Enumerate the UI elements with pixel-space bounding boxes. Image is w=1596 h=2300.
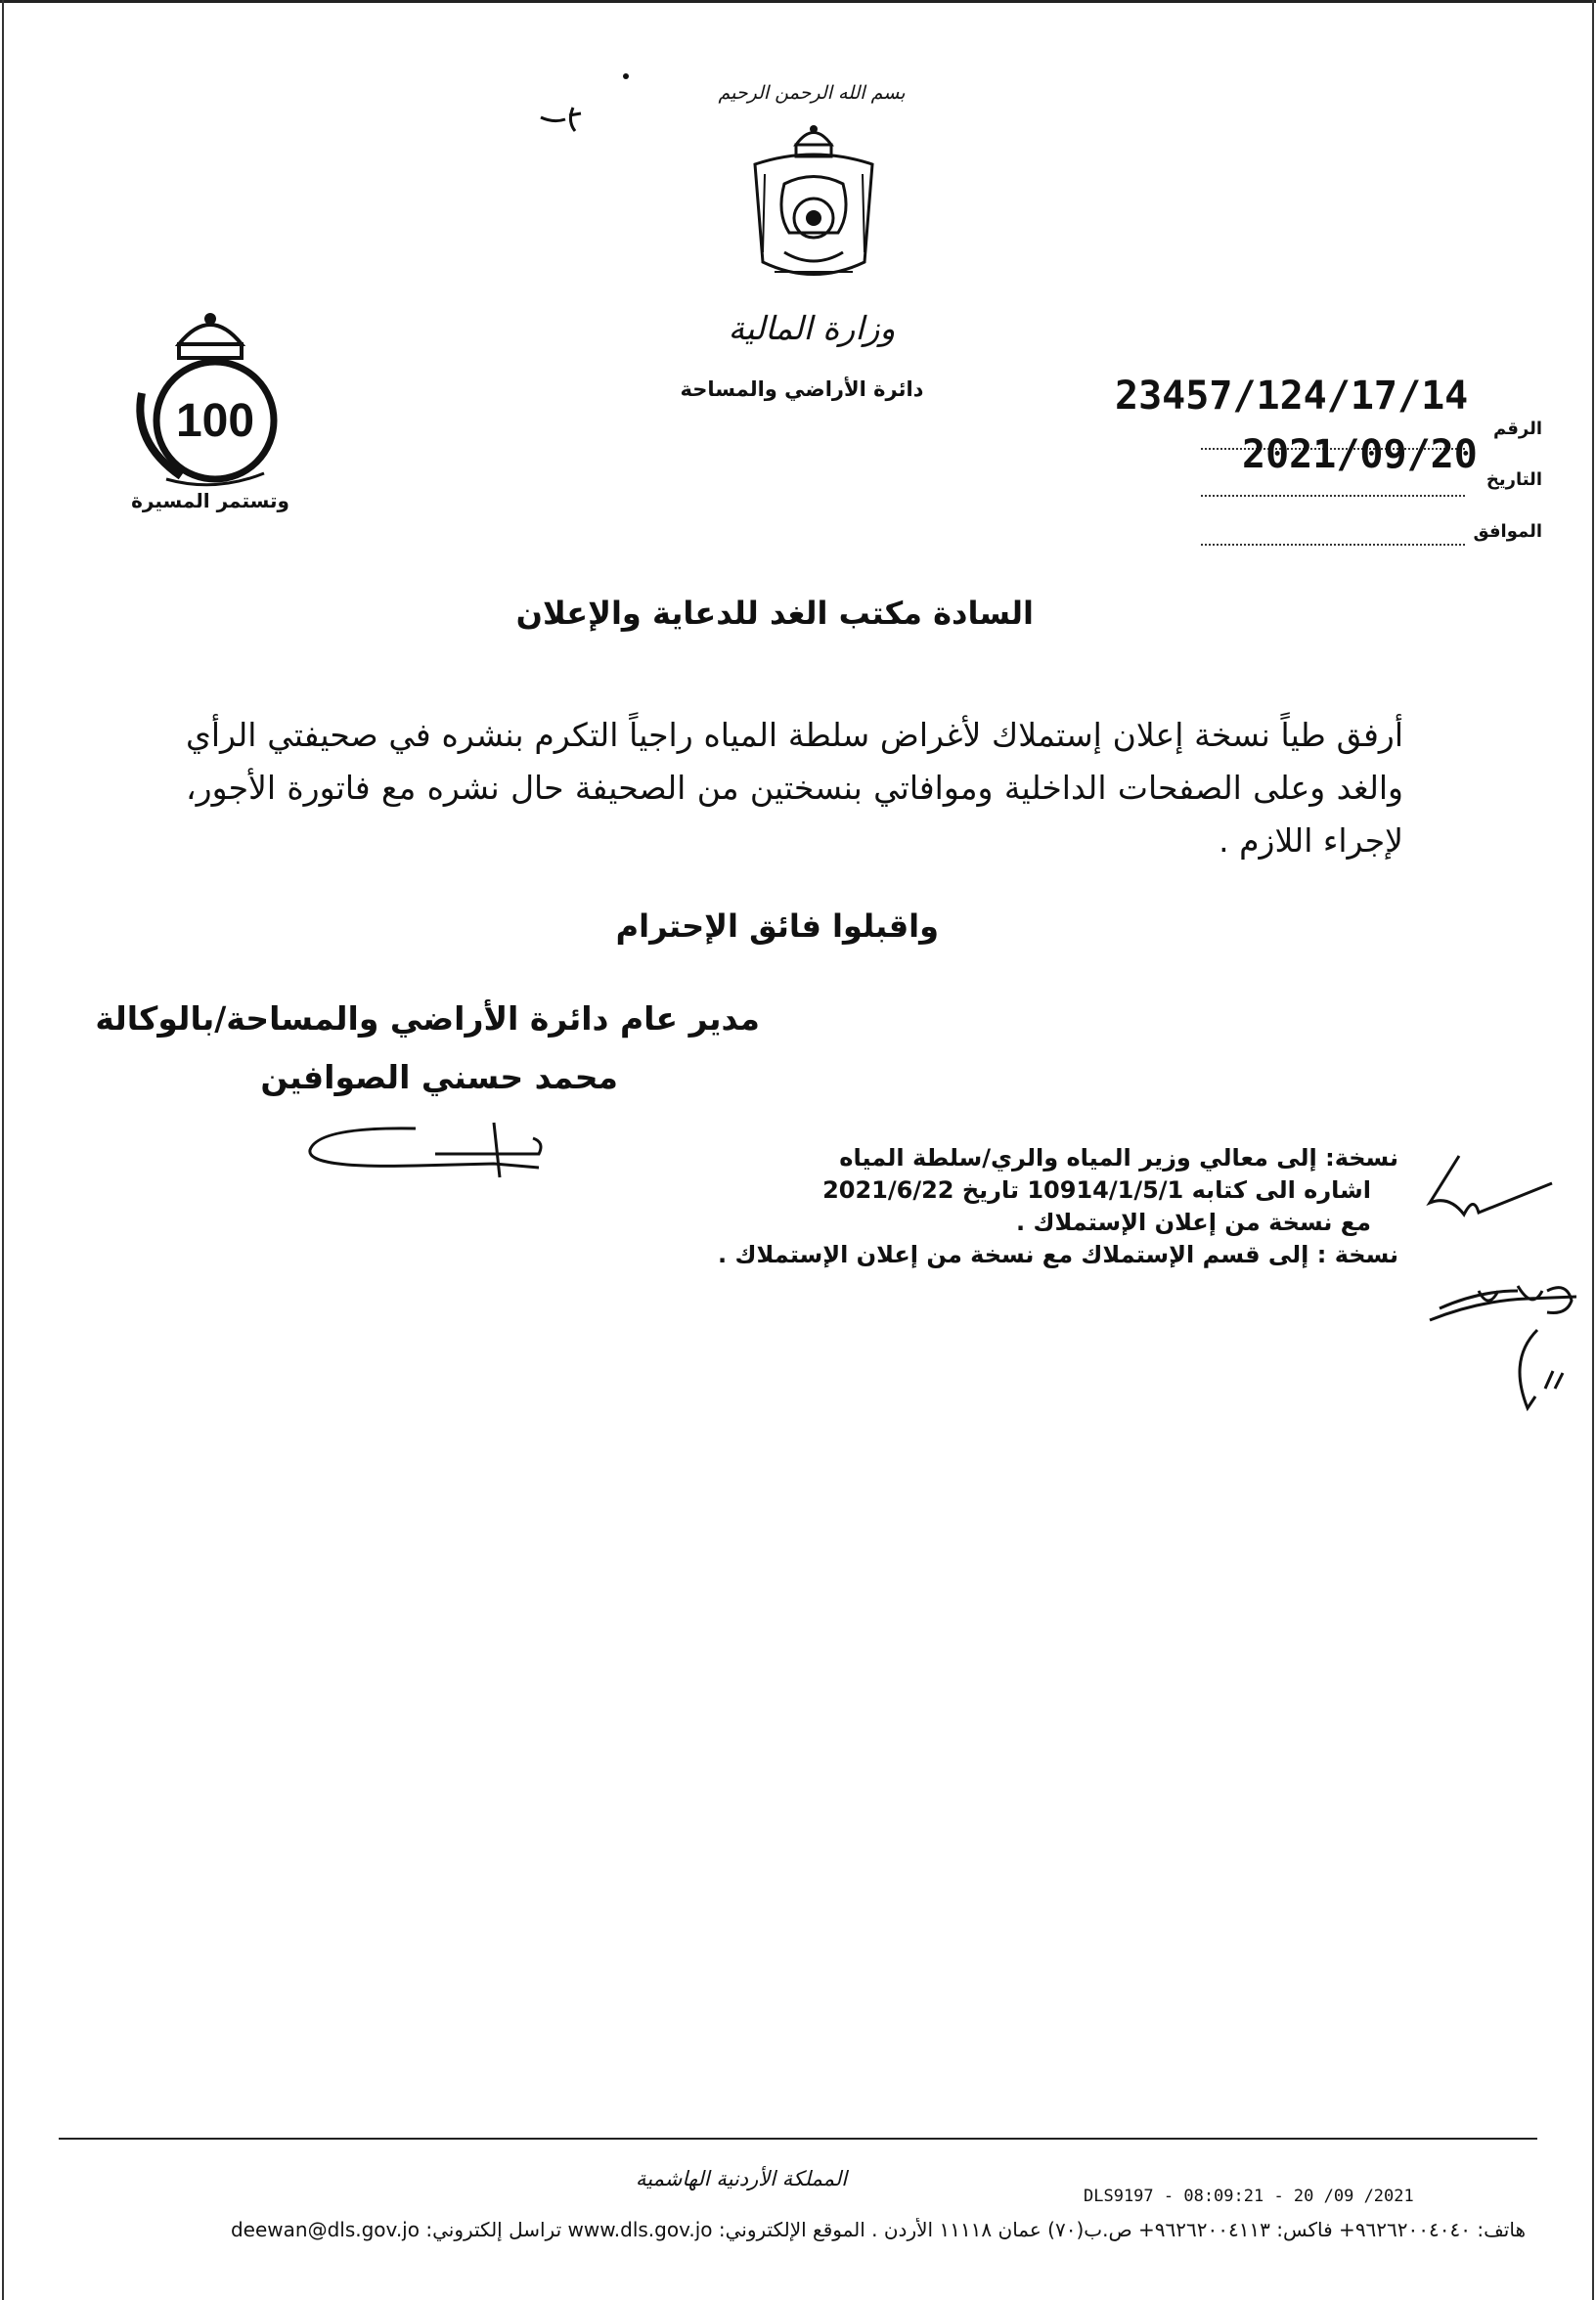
centennial-caption: وتستمر المسيرة <box>131 489 289 512</box>
date-label: التاريخ <box>1485 469 1542 490</box>
crown-icon <box>179 313 242 358</box>
copy-line-3: مع نسخة من إعلان الإستملاك . <box>1015 1209 1371 1236</box>
footer-rule <box>59 2138 1537 2140</box>
department-name: دائرة الأراضي والمساحة <box>680 377 924 401</box>
page-right-edge <box>1592 0 1594 2300</box>
signer-title: مدير عام دائرة الأراضي والمساحة/بالوكالة <box>95 999 760 1038</box>
copy-line-1: نسخة: إلى معالي وزير المياه والري/سلطة المياه <box>839 1144 1398 1172</box>
date-dotted-line <box>1201 495 1465 497</box>
copy-line-4: نسخة : إلى قسم الإستملاك مع نسخة من إعلان الإستملاك . <box>718 1241 1398 1268</box>
closing-line: واقبلوا فائق الإحترام <box>615 907 939 945</box>
basmala-text: بسم الله الرحمن الرحيم <box>718 82 906 104</box>
coat-of-arms-icon <box>745 115 882 291</box>
signer-name: محمد حسني الصوافين <box>260 1058 618 1096</box>
centennial-emblem <box>122 305 298 491</box>
corresponding-dotted-line <box>1201 544 1465 546</box>
letter-body: أرفق طياً نسخة إعلان إستملاك لأغراض سلطة المياه راجياً التكرم بنشره في صحيفتي الرأي والغد وعلى الصفحات الداخلية وموافاتي بنسختين من الصحيفة حال نشره مع فاتورة الأجور، لإجراء اللازم . <box>186 716 1403 860</box>
reference-number: 23457/124/17/14 <box>1115 374 1469 419</box>
corresponding-label: الموافق <box>1473 521 1542 542</box>
footer-stamp: DLS9197 - 08:09:21 - 20 /09 /2021 <box>1084 2187 1414 2206</box>
copy-line-2: اشاره الى كتابه 10914/1/5/1 تاريخ 2021/6/22 <box>822 1176 1371 1204</box>
footer-org-name: المملكة الأردنية الهاشمية <box>636 2167 848 2190</box>
scan-mark <box>536 66 634 135</box>
ministry-name: وزارة المالية <box>728 309 896 347</box>
date-value: 2021/09/20 <box>1242 432 1478 477</box>
reference-label: الرقم <box>1492 419 1542 439</box>
footer-contact: هاتف: ٩٦٢٦٢٠٠٤٠٤٠+ فاكس: ٩٦٢٦٢٠٠٤١١٣+ ص.ب(٧٠) عمان ١١١١٨ الأردن . الموقع الإلكتروني: www.dls.gov.jo تراسل إلكتروني: deewan@dls.gov.jo <box>230 2218 1526 2241</box>
centennial-number: 100 <box>175 395 255 447</box>
signature-mark <box>298 1115 548 1183</box>
salutation: السادة مكتب الغد للدعاية والإعلان <box>515 595 1034 632</box>
initials-marks <box>1420 1144 1586 1428</box>
page-left-edge <box>2 0 4 2300</box>
page-top-border <box>0 0 1596 3</box>
copies-block <box>718 1142 1398 1271</box>
